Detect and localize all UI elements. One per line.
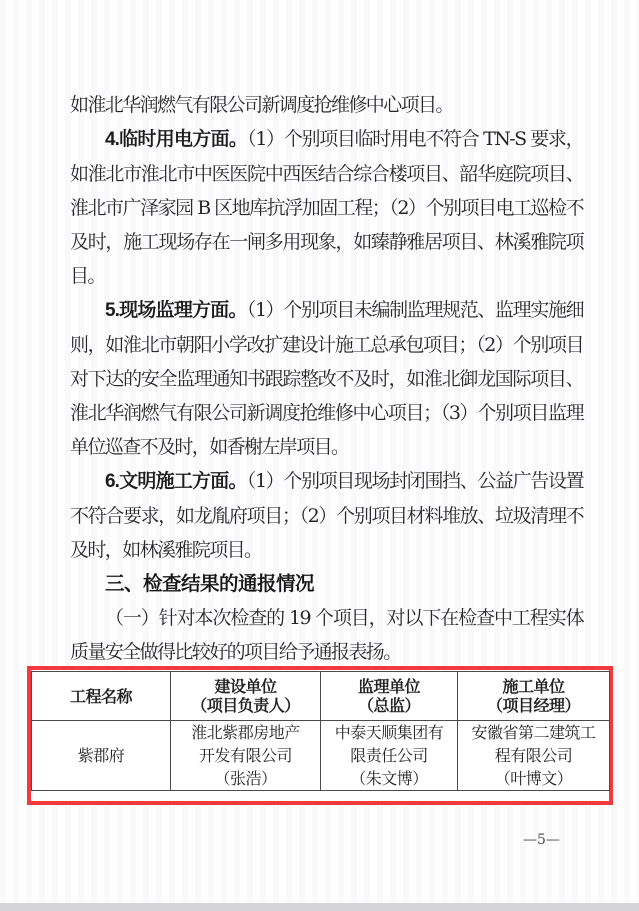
table-data-row [32, 721, 610, 791]
header-line: 监理单位 [357, 677, 420, 696]
paragraph-civilized-construction [70, 464, 583, 567]
header-builder-unit [458, 672, 610, 721]
cell-line: 程有限公司 [494, 746, 573, 765]
header-line: （项目经理） [486, 696, 580, 715]
header-line: 施工单位 [502, 677, 565, 696]
cell-line: 中泰天顺集团有 [334, 723, 444, 742]
cell-line: 淮北紫郡房地产 [191, 723, 300, 742]
cell-line: 紫郡府 [77, 746, 125, 765]
cell-line: （叶博文） [494, 769, 573, 788]
cell-builder-unit [458, 721, 610, 791]
cell-line: 开发有限公司 [198, 746, 292, 765]
paragraph-temporary-power-text: （1）个别项目临时用电不符合 TN-S 要求，如淮北市淮北市中医医院中西医结合综合楼项目、韶华庭院项目、淮北市广泽家园 B 区地库抗浮加固工程；（2）个别项目电工巡检不及时，施工现场存在一闸多用现象，如臻静雅居项目、林溪雅院项目。 [70, 128, 583, 287]
header-line: （项目负责人） [191, 696, 300, 715]
header-line: 工程名称 [69, 686, 132, 706]
paragraph-continuation: 如淮北华润燃气有限公司新调度抢维修中心项目。 [70, 94, 453, 116]
header-construction-unit [171, 672, 321, 721]
scan-bottom-edge [0, 903, 639, 911]
cell-line: （张浩） [214, 769, 277, 788]
paragraph-temporary-power-title: 4.临时用电方面。 [105, 129, 248, 150]
header-line: （总监） [357, 696, 420, 715]
cell-construction-unit [171, 721, 321, 791]
paragraph-commendation-intro: （一）针对本次检查的 19 个项目，对以下在检查中工程实体质量安全做得比较好的项目给予通报表扬。 [70, 607, 583, 663]
cell-line: （朱文博） [350, 769, 428, 788]
cell-line: 安徽省第二建筑工 [471, 723, 596, 742]
section-heading-notification-results: 三、检查结果的通报情况 [105, 573, 315, 595]
paragraph-site-supervision-title: 5.现场监理方面。 [105, 300, 247, 321]
header-supervision-unit [321, 672, 458, 721]
paragraph-temporary-power [70, 122, 583, 293]
paragraph-civilized-construction-title: 6.文明施工方面。 [105, 471, 247, 492]
paragraph-site-supervision [70, 293, 583, 464]
header-project-name [32, 672, 171, 721]
header-line: 建设单位 [214, 677, 277, 696]
commendation-table [31, 671, 610, 791]
cell-line: 限责任公司 [350, 746, 428, 765]
document-body [70, 88, 583, 669]
paragraph-site-supervision-text: （1）个别项目未编制监理规范、监理实施细则，如淮北市朝阳小学改扩建设计施工总承包项目；（2）个别项目对下达的安全监理通知书跟踪整改不及时，如淮北御龙国际项目、淮北华润燃气有限公司新调度抢维修中心项目；（3）个别项目监理单位巡查不及时，如香榭左岸项目。 [70, 299, 583, 458]
commendation-table-highlight-box [27, 666, 613, 805]
page-number: —5— [523, 832, 560, 848]
paragraph-civilized-construction-text: （1）个别项目现场封闭围挡、公益广告设置不符合要求，如龙胤府项目；（2）个别项目材料堆放、垃圾清理不及时，如林溪雅院项目。 [70, 470, 583, 561]
cell-supervision-unit [321, 721, 458, 791]
table-header-row [32, 672, 610, 721]
cell-project-name [32, 721, 171, 791]
